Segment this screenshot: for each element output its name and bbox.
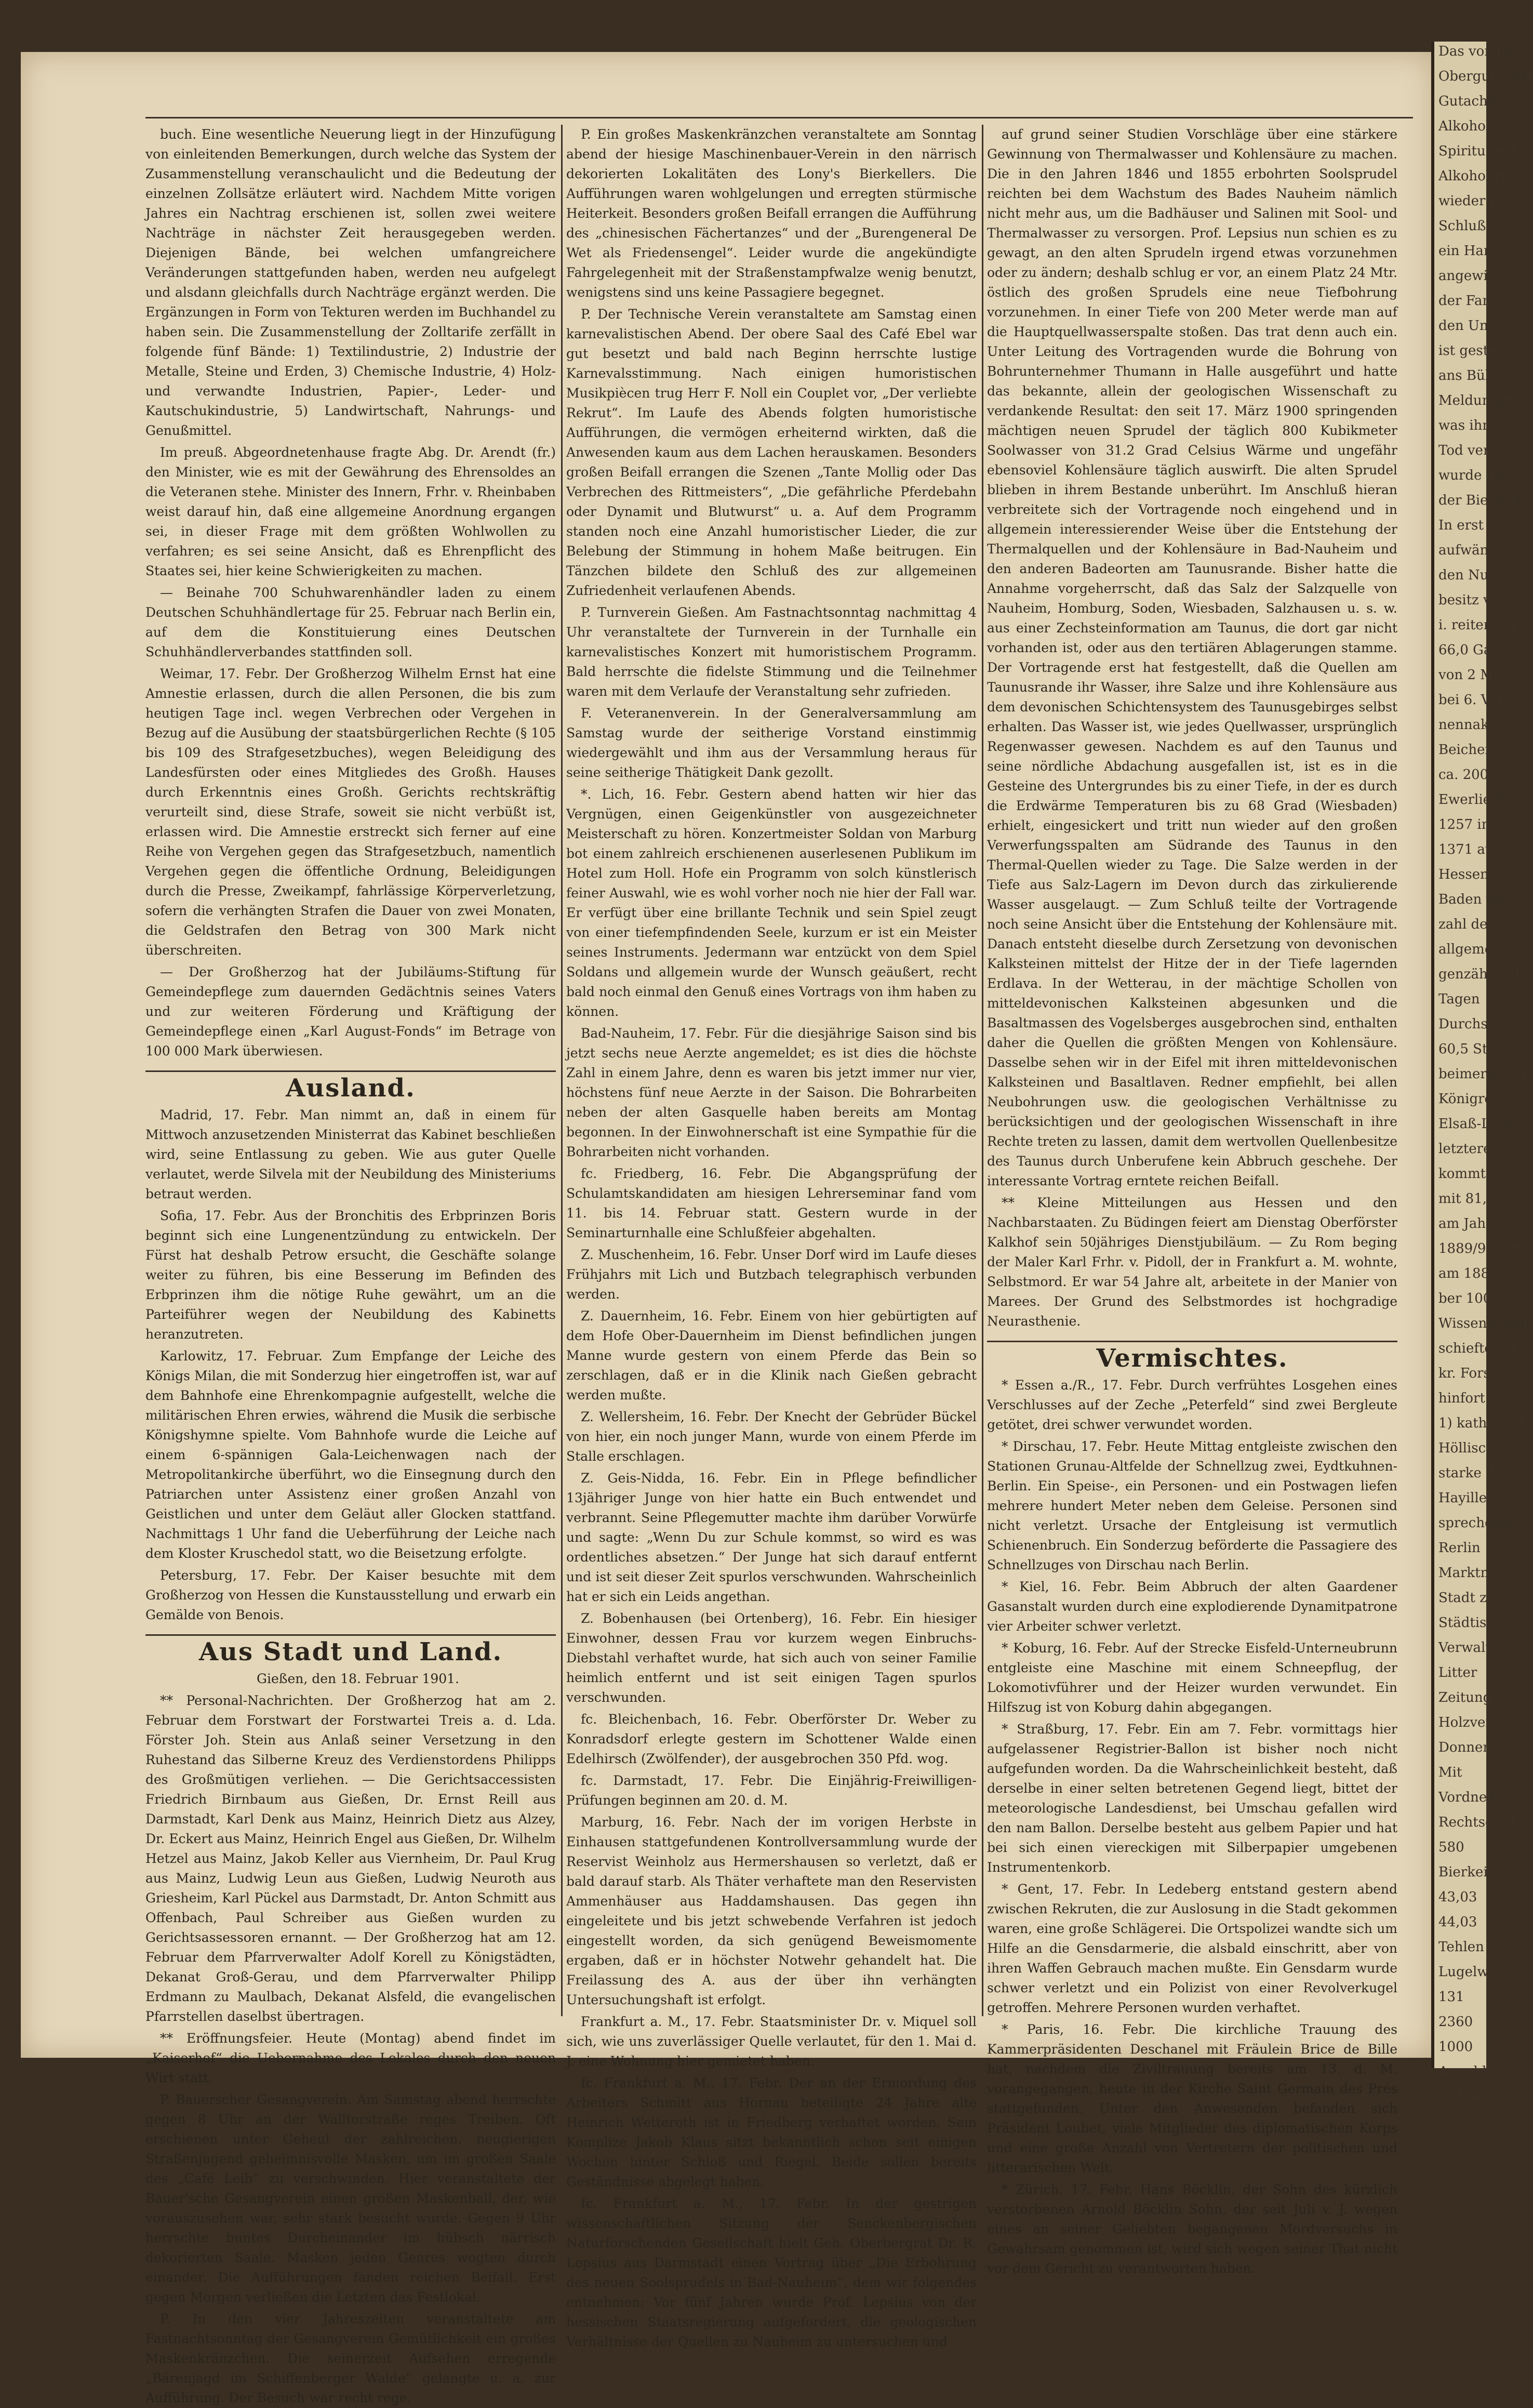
neighbor-text-fragment: Königreich bbox=[1438, 1091, 1513, 1107]
neighbor-text-fragment: Meldungen bbox=[1438, 393, 1516, 408]
column-rule-2 bbox=[982, 125, 983, 2016]
neighbor-text-fragment: ans Bühl bbox=[1438, 368, 1498, 383]
neighbor-text-fragment: Beichen bbox=[1438, 742, 1494, 758]
neighbor-text-fragment: Zeitung bbox=[1438, 1690, 1492, 1705]
article-paragraph: * Gent, 17. Febr. In Ledeberg entstand gestern abend zwischen Rekruten, die zur Auslosung in die Stadt gekommen waren, eine große Schlägerei. Die Ortspolizei wandte sich um Hilfe an die Gensdarmerie, die alsbald einschritt, aber von ihren Waffen Gebrauch machen mußte. Ein Gensdarm wurde schwer verletzt und ein Polizist von einer Revolverkugel getroffen. Mehrere Personen wurden verhaftet. bbox=[987, 1882, 1397, 2015]
article-paragraph: Bad-Nauheim, 17. Febr. Für die diesjährige Saison sind bis jetzt sechs neue Aerzte angemeldet; es ist dies die höchste Zahl in einem Jahre, denn es waren bis jetzt immer nur vier, höchstens fünf neue Aerzte in der Saison. Die Bohrarbeiten neben der alten Gasquelle haben bereits am Montag begonnen. In der Einwohnerschaft ist eine Sympathie für die Bohrarbeiten nicht vorhanden. bbox=[566, 1026, 977, 1159]
neighbor-text-fragment: letztere bbox=[1438, 1141, 1491, 1157]
neighbor-text-fragment: Elsaß-Loth bbox=[1438, 1116, 1513, 1132]
article-paragraph: Z. Dauernheim, 16. Febr. Einem von hier gebürtigten auf dem Hofe Ober-Dauernheim im Dienst befindlichen jungen Manne wurde gestern von einem Pferde das Bein so zerschlagen, daß er in die Klinik nach Gießen gebracht werden mußte. bbox=[566, 1308, 977, 1403]
neighbor-text-fragment: angewiesen bbox=[1438, 268, 1519, 284]
article-paragraph: P. In den vier Jahreszeiten veranstaltete am Fastnachtsonntag der Gesangverein Gemütlichkeit ein großes Maskenkränzchen. Die seinerzeit Aufsehen erregende „Bärenjagd im Schiffenberger Walde“ gelangte u. a. zur Aufführung. Der Besuch war recht rege. bbox=[145, 2311, 556, 2405]
neighbor-text-fragment: von 2 Meter bbox=[1438, 667, 1522, 683]
neighbor-text-fragment: kr. Forstw bbox=[1438, 1366, 1508, 1381]
neighbor-text-fragment: Städtisch bbox=[1438, 1615, 1503, 1631]
article-paragraph: — Der Großherzog hat der Jubiläums-Stiftung für Gemeindepflege zum dauernden Gedächtnis seines Vaters und zur weiteren Förderung und Kräftigung der Gemeindepflege einen „Karl August-Fonds“ im Betrage von 100 000 Mark überwiesen. bbox=[145, 964, 556, 1059]
neighbor-text-fragment: In erst bbox=[1438, 518, 1484, 533]
article-paragraph: * Essen a./R., 17. Febr. Durch verfrühtes Losgehen eines Verschlusses auf der Zeche „Peterfeld“ sind zwei Bergleute getötet, drei schwer verwundet worden. bbox=[987, 1378, 1397, 1432]
section-heading-ausland: Ausland. bbox=[145, 1070, 556, 1098]
neighbor-text-fragment: ber 1000 bbox=[1438, 1291, 1500, 1306]
neighbor-text-fragment: 1000 bbox=[1438, 2039, 1473, 2055]
neighbor-text-fragment: der Familie bbox=[1438, 293, 1516, 309]
neighbor-text-fragment: aufwänzig bbox=[1438, 543, 1509, 558]
neighbor-text-fragment: wurde die bbox=[1438, 468, 1508, 483]
neighbor-text-fragment: allgemeinen bbox=[1438, 942, 1523, 957]
article-paragraph: ** Personal-Nachrichten. Der Großherzog hat am 2. Februar dem Forstwart der Forstwartei Treis a. d. Lda. Förster Joh. Stein aus Anlaß seiner Versetzung in den Ruhestand das Silberne Kreuz des Verdienstordens Philipps des Großmütigen verliehen. — Die Gerichtsaccessisten Friedrich Birnbaum aus Gießen, Dr. Ernst Reill aus Darmstadt, Karl Denk aus Mainz, Heinrich Dietz aus Alzey, Dr. Eckert aus Mainz, Heinrich Engel aus Gießen, Dr. Wilhelm Hetzel aus Mainz, Jakob Keller aus Viernheim, Dr. Paul Krug aus Mainz, Ludwig Leun aus Gießen, Ludwig Neuroth aus Griesheim, Karl Pückel aus Darmstadt, Dr. Anton Schmitt aus Offenbach, Paul Schreiber aus Gießen wurden zu Gerichtsassessoren ernannt. — Der Großherzog hat am 12. Februar dem Pfarrverwalter Adolf Korell zu Königstädten, Dekanat Groß-Gerau, und dem Pfarrverwalter Philipp Erdmann zu Maulbach, Dekanat Alsfeld, die evangelischen Pfarrstellen daselbst übertragen. bbox=[145, 1693, 556, 2024]
neighbor-text-fragment: ca. 2000 bbox=[1438, 767, 1497, 783]
article-paragraph: fc. Frankfurt a. M., 17. Febr. In der gestrigen wissenschaftlichen Sitzung der Senckenbergischen Naturforschenden Gesellschaft hielt Geh. Oberbergrat Dr. R. Lepsius aus Darmstadt einen Vortrag über „Die Erbohrung des neuen Soolsprudels in Bad-Nauheim“, dem wir folgendes entnehmen: Vor fünf Jahren wurde Prof. Lepsius von der hessischen Staatsregierung aufgefordert, die geologischen Verhältnisse der Quellen zu Nauheim zu untersuchen und bbox=[566, 2196, 977, 2349]
neighbor-text-fragment: Wissenschaft bbox=[1438, 1316, 1529, 1331]
neighbor-text-fragment: ein Hans G bbox=[1438, 243, 1515, 259]
neighbor-text-fragment: am 1888 bbox=[1438, 1266, 1498, 1281]
neighbor-text-fragment: Litter bbox=[1438, 1665, 1477, 1681]
article-paragraph: Marburg, 16. Febr. Nach der im vorigen Herbste in Einhausen stattgefundenen Kontrollversammlung wurde der Reservist Weinholz aus Hermershausen so verletzt, daß er bald darauf starb. Als Thäter verhaftete man den Reservisten Ammenhäuser aus Haddamshausen. Das gegen ihn eingeleitete und bis jetzt schwebende Verfahren ist jedoch eingestellt worden, da sich genügend Beweismomente ergaben, daß er in höchster Notwehr gehandelt hat. Die Freilassung des A. aus der über ihn verhängten Untersuchungshaft ist erfolgt. bbox=[566, 1815, 977, 2007]
neighbor-text-fragment: Marktm bbox=[1438, 1565, 1494, 1581]
neighbor-text-fragment: i. reiten. Et bbox=[1438, 617, 1516, 633]
neighbor-text-fragment: 1371 au bbox=[1438, 842, 1494, 857]
dateline: Gießen, den 18. Februar 1901. bbox=[256, 1671, 459, 1686]
neighbor-text-fragment: Vordnete bbox=[1438, 1790, 1501, 1805]
neighbor-text-fragment: 44,03 bbox=[1438, 1914, 1477, 1930]
neighbor-text-fragment: Alkoholfrei bbox=[1438, 168, 1514, 184]
neighbor-text-fragment: Durchsicht bbox=[1438, 1016, 1514, 1032]
neighbor-text-fragment: 66,0 Gatist bbox=[1438, 642, 1514, 658]
article-paragraph: Z. Bobenhausen (bei Ortenberg), 16. Febr. Ein hiesiger Einwohner, dessen Frau vor kurzem wegen Einbruchs-Diebstahl verhaftet wurde, hat sich auch von seiner Familie heimlich entfernt und ist seit einigen Tagen spurlos verschwunden. bbox=[566, 1611, 977, 1705]
neighbor-text-fragment: Tod verlor bbox=[1438, 443, 1509, 458]
neighbor-text-fragment: Hayiller bbox=[1438, 1490, 1494, 1506]
neighbor-text-fragment: Verwaltung bbox=[1438, 1640, 1517, 1656]
neighbor-text-fragment: nennaktienal bbox=[1438, 717, 1528, 733]
article-paragraph: Z. Wellersheim, 16. Febr. Der Knecht der Gebrüder Bückel von hier, ein noch junger Mann, wurde von einem Pferde im Stalle erschlagen. bbox=[566, 1409, 977, 1464]
column-1-articles bbox=[145, 125, 556, 1061]
neighbor-text-fragment: Rerlin bbox=[1438, 1540, 1481, 1556]
neighbor-text-fragment: Höllischer bbox=[1438, 1440, 1509, 1456]
neighbor-text-fragment: 1889/91 ent bbox=[1438, 1241, 1521, 1256]
article-paragraph: F. Veteranenverein. In der Generalversammlung am Samstag wurde der seitherige Vorstand einstimmig wiedergewählt und ihm aus der Versammlung heraus für seine seitherige Thätigkeit Dank gezollt. bbox=[566, 706, 977, 780]
article-paragraph: * Dirschau, 17. Febr. Heute Mittag entgleiste zwischen den Stationen Grunau-Altfelde der Schnellzug zwei, Eydtkuhnen-Berlin. Ein Speise-, ein Personen- und ein Postwagen liefen mehrere hundert Meter neben dem Geleise. Personen sind nicht verletzt. Ursache der Entgleisung ist vermutlich Schienenbruch. Ein Sonderzug beförderte die Passagiere des Schnellzuges von Dirschau nach Berlin. bbox=[987, 1439, 1397, 1572]
article-paragraph: auf grund seiner Studien Vorschläge über eine stärkere Gewinnung von Thermalwasser und Kohlensäure zu machen. Die in den Jahren 1846 und 1855 erbohrten Soolsprudel reichten bei dem Wachstum des Bades Nauheim nämlich nicht mehr aus, um die Badhäuser und Salinen mit Sool- und Thermalwasser zu versorgen. Prof. Lepsius nun schien es zu gewagt, an den alten Sprudeln irgend etwas vorzunehmen oder zu ändern; deshalb schlug er vor, an einem Platz 24 Mtr. östlich des großen Sprudels eine neue Tiefbohrung vorzunehmen. In einer Tiefe von 200 Meter werde man auf die Hauptquellwasserspalte stoßen. Das trat denn auch ein. Unter Leitung des Vortragenden wurde die Bohrung von Bohrunternehmer Thumann in Halle ausgeführt und hatte das bekannte, allein der geologischen Wissenschaft zu verdankende Resultat: den seit 17. März 1900 springenden mächtigen neuen Sprudel der täglich 800 Kubikmeter Soolwasser von 31.2 Grad Celsius Wärme und ungefähr ebensoviel Kohlensäure täglich auswirft. Die alten Sprudel blieben in ihrem Bestande unberührt. Im Anschluß hieran verbreitete sich der Vortragende noch eingehend und in allgemein interessierender Weise über die Entstehung der Thermalquellen und der Kohlensäure in Bad-Nauheim und den anderen Badeorten am Taunusrande. Bisher hatte die Annahme vorgeherrscht, daß das Salz der Salzquelle von Nauheim, Homburg, Soden, Wiesbaden, Salzhausen u. s. w. aus einer Zechsteinformation am Taunus, die dort gar nicht vorhanden ist, oder aus den tertiären Ablagerungen stamme. Der Vortragende erst hat festgestellt, daß die Quellen am Taunusrande ihr Wasser, ihre Salze und ihre Kohlensäure aus dem devonischen Schichtensystem des Taunusgebirges selbst erhalten. Das Wasser ist, wie jedes Quellwasser, ursprünglich Regenwasser gewesen. Nachdem es auf den Taunus und seine nördliche Abdachung ausgefallen ist, ist es in die Gesteine des Untergrundes bis zu einer Tiefe, in der es durch die Erdwärme Temperaturen bis zu 68 Grad (Wiesbaden) erhielt, eingesickert und tritt nun wieder auf den großen Verwerfungsspalten am Südrande des Taunus in den Thermal-Quellen wieder zu Tage. Die Salze werden in der Tiefe aus Salz-Lagern im Devon durch das zirkulierende Wasser ausgelaugt. — Zum Schluß teilte der Vortragende noch seine Ansicht über die Entstehung der Kohlensäure mit. Danach entsteht dieselbe durch Zersetzung von devonischen Kalksteinen mittelst der Hitze der in der Tiefe lagernden Erdlava. In der Wetterau, in der mächtige Schollen von mitteldevonischen Kalksteinen abgesunken und die Basaltmassen des Vogelsberges ausgebrochen sind, enthalten daher die Quellen die größten Mengen von Kohlensäure. Dasselbe sehen wir in der Eifel mit ihren mitteldevonischen Kalksteinen und Basaltlaven. Redner empfiehlt, bei allen Neubohrungen usw. die geologischen Verhältnisse zu berücksichtigen und der geologischen Wissenschaft in ihre Rechte treten zu lassen, damit dem wertvollen Quellenbesitze des Taunus durch Unberufene kein Abbruch geschehe. Der interessante Vortrag erntete reichen Beifall. bbox=[987, 127, 1397, 1188]
article-paragraph: ** Eröffnungsfeier. Heute (Montag) abend findet im „Kaiserhof“ die Uebernahme des Lokales durch den neuen Wirt statt. bbox=[145, 2031, 556, 2085]
stadt-und-land-articles bbox=[145, 1691, 556, 2408]
article-paragraph: Weimar, 17. Febr. Der Großherzog Wilhelm Ernst hat eine Amnestie erlassen, durch die allen Personen, die bis zum heutigen Tage incl. wegen Verbrechen oder Vergehen in Bezug auf die Ausübung der staatsbürgerlichen Rechte (§ 105 bis 109 des Strafgesetzbuches), wegen Beleidigung des Landesfürsten oder eines Mitgliedes des Großh. Hauses durch Erkenntnis eines Großh. Gerichts rechtskräftig verurteilt sind, diese Strafe, soweit sie nicht verbüßt ist, erlassen wird. Die Amnestie erstreckt sich ferner auf eine Reihe von Vergehen gegen das Strafgesetzbuch, namentlich Vergehen gegen die öffentliche Ordnung, Beleidigungen durch die Presse, Zweikampf, fahrlässige Körperverletzung, sofern die verhängten Strafen die Dauer von zwei Monaten, die Geldstrafen den Betrag von 300 Mark nicht überschreiten. bbox=[145, 666, 556, 958]
neighbor-text-fragment: Mit bbox=[1438, 1765, 1462, 1780]
neighbor-text-fragment: 580 bbox=[1438, 1840, 1464, 1855]
article-paragraph: fc. Friedberg, 16. Febr. Die Abgangsprüfung der Schulamtskandidaten am hiesigen Lehrerseminar fand vom 11. bis 14. Februar statt. Gestern wurde in der Seminarturnhalle eine Schlußfeier abgehalten. bbox=[566, 1166, 977, 1240]
neighbor-text-fragment: Ewerlie Bo bbox=[1438, 792, 1514, 808]
neighbor-text-fragment: sprechenden bbox=[1438, 1515, 1527, 1531]
article-paragraph: ** Kleine Mitteilungen aus Hessen und den Nachbarstaaten. Zu Büdingen feiert am Dienstag Oberförster Kalkhof sein 50jähriges Dienstjubiläum. — Zu Rom beging der Maler Karl Frhr. v. Pidoll, der in Frankfurt a. M. wohnte, Selbstmord. Er war 54 Jahre alt, arbeitete in der Manier von Marees. Der Grund des Selbstmordes ist hochgradige Neurasthenie. bbox=[987, 1195, 1397, 1329]
article-paragraph: fc. Frankfurt a. M., 17. Febr. Der an der Ermordung des Arbeiters Schmitt aus Hornau beteiligte 24 Jahre alte Heinrich Wetteroth ist in Friedberg verhaftet worden. Sein Komplize Jakob Klaus sitzt bekanntlich schon seit einigen Wochen hinter Schloß und Riegel. Beide sollen bereits Geständnisse abgelegt haben. bbox=[566, 2075, 977, 2189]
neighbor-text-fragment: 1257 in bbox=[1438, 817, 1490, 832]
column-rule-1 bbox=[561, 125, 563, 2016]
neighbor-text-fragment: genzährend bbox=[1438, 967, 1519, 982]
neighbor-text-fragment: ist gestern bbox=[1438, 343, 1512, 359]
neighbor-text-fragment: 60,5 Studie bbox=[1438, 1041, 1517, 1057]
neighbor-text-fragment: Baden ver bbox=[1438, 892, 1509, 907]
neighbor-text-fragment: zahl der bbox=[1438, 917, 1494, 932]
article-paragraph: * Zürich, 17. Febr. Hans Böcklin, der Sohn des kürzlich verstorbenen Arnold Böcklin Sohn, der seit Juli v. J. wegen eines an seiner Geliebten begangenen Mordversuchs in Gewahrsam genommen ist, wird sich wegen seiner That nicht vor dem Gericht zu verantworten haben. bbox=[987, 2182, 1397, 2276]
article-paragraph: Petersburg, 17. Febr. Der Kaiser besuchte mit dem Großherzog von Hessen die Kunstausstellung und erwarb ein Gemälde von Benois. bbox=[145, 1568, 556, 1622]
section-heading-stadt-und-land: Aus Stadt und Land. bbox=[145, 1634, 556, 1662]
article-paragraph: P. Der Technische Verein veranstaltete am Samstag einen karnevalistischen Abend. Der obere Saal des Café Ebel war gut besetzt und bald nach Beginn herrschte lustige Karnevalsstimmung. Nach einigen humoristischen Musikpiècen trug Herr F. Noll ein Couplet vor, „Der verliebte Rekrut“. Im Laufe des Abends folgten humoristische Aufführungen, die vermögen erheiternd wirkten, daß die Anwesenden kaum aus dem Lachen herauskamen. Besonders großen Beifall errangen die Szenen „Tante Mollig oder Das Verbrechen des Rittmeisters“, „Die gefährliche Pferdebahn oder Dynamit und Blutwurst“ u. a. Auf dem Programm standen noch eine Anzahl humoristischer Lieder, die zur Belebung der Stimmung in hohem Maße beitrugen. Ein Tänzchen bildete den Schluß des zur allgemeinen Zufriedenheit verlaufenen Abends. bbox=[566, 307, 977, 598]
article-paragraph: Madrid, 17. Febr. Man nimmt an, daß in einem für Mittwoch anzusetzenden Ministerrat das Kabinet beschließen wird, seine Entlassung zu geben. Wie aus guter Quelle verlautet, werde Silvela mit der Neubildung des Ministeriums betraut werden. bbox=[145, 1107, 556, 1201]
neighbor-text-fragment: Stadt zur bbox=[1438, 1590, 1502, 1606]
neighbor-text-fragment: Angehl bbox=[1438, 2064, 1487, 2080]
neighbor-text-fragment: der Biederk bbox=[1438, 493, 1519, 508]
neighbor-text-fragment: Obergutachte bbox=[1438, 69, 1533, 84]
neighbor-text-fragment: Lugelwr bbox=[1438, 1964, 1496, 1980]
neighbor-text-fragment: mit 81,2 bbox=[1438, 1191, 1496, 1207]
article-paragraph: buch. Eine wesentliche Neuerung liegt in der Hinzufügung von einleitenden Bemerkungen, durch welche das System der Zusammenstellung veranschaulicht und die Bedeutung der einzelnen Zollsätze erläutert wird. Nachdem Mitte vorigen Jahres ein Nachtrag erschienen ist, sollen zwei weitere Nachträge in nächster Zeit herausgegeben werden. Diejenigen Bände, bei welchen umfangreichere Veränderungen stattgefunden haben, werden neu aufgelegt und alsdann gleichfalls durch Nachträge ergänzt werden. Die Ergänzungen in Form von Tekturen werden im Buchhandel zu haben sein. Die Zusammenstellung der Zolltarife zerfällt in folgende fünf Bände: 1) Textilindustrie, 2) Industrie der Metalle, Steine und Erden, 3) Chemische Industrie, 4) Holz- und verwandte Industrien, Papier-, Leder- und Kautschukindustrie, 5) Landwirtschaft, Nahrungs- und Genußmittel. bbox=[145, 127, 556, 438]
article-paragraph: fc. Darmstadt, 17. Febr. Die Einjährig-Freiwilligen-Prüfungen beginnen am 20. d. M. bbox=[566, 1773, 977, 1808]
article-paragraph: Sofia, 17. Febr. Aus der Bronchitis des Erbprinzen Boris beginnt sich eine Lungenentzündung zu entwickeln. Der Fürst hat deshalb Petrow ersucht, die Geschäfte solange weiter zu führen, bis eine Besserung im Befinden des Erbprinzen ihm die nötige Ruhe gewährt, um an die Parteiführer wegen der Neubildung des Kabinetts heranzutreten. bbox=[145, 1208, 556, 1342]
neighbor-text-fragment: wieder in bbox=[1438, 193, 1503, 209]
neighbor-text-fragment: Tagen bbox=[1438, 991, 1480, 1007]
neighbor-text-fragment: Gutachten w bbox=[1438, 94, 1526, 109]
neighbor-text-fragment: 1) katholisch bbox=[1438, 1415, 1527, 1431]
neighbor-text-fragment: Schluß: bbox=[1438, 218, 1491, 234]
column-3-articles bbox=[987, 125, 1397, 1331]
neighbor-text-fragment: den Nuion-S bbox=[1438, 567, 1524, 583]
article-paragraph: Frankfurt a. M., 17. Febr. Staatsminister Dr. v. Miquel soll sich, wie uns zuverlässiger Quelle verlautet, für den 1. Mai d. J. eine Wohnung hier gemietet haben. bbox=[566, 2014, 977, 2069]
neighbor-text-fragment: 131 bbox=[1438, 1989, 1464, 2005]
neighbor-text-fragment: Bute bbox=[1438, 2114, 1471, 2129]
neighbor-text-fragment: Alkoholis bbox=[1438, 118, 1501, 134]
column-3 bbox=[987, 125, 1397, 2276]
neighbor-text-fragment: am Jahre bbox=[1438, 1216, 1500, 1232]
neighbor-text-fragment: hinfort u. bbox=[1438, 1391, 1503, 1406]
vermischtes-articles bbox=[987, 1375, 1397, 2279]
neighbor-text-fragment: besitz von bbox=[1438, 592, 1508, 608]
article-paragraph: P. Ein großes Maskenkränzchen veranstaltete am Sonntag abend der hiesige Maschinenbauer-Verein in den närrisch dekorierten Lokalitäten des Lony's Bierkellers. Die Aufführungen waren wohlgelungen und erregten stürmische Heiterkeit. Besonders großen Beifall errangen die Aufführung des „chinesischen Fächertanzes“ und der „Burengeneral De Wet als Friedensengel“. Leider wurde die angekündigte Fahrgelegenheit mit der Straßenstampfwalze wenig benutzt, wenigstens sind uns keine Passagiere begegnet. bbox=[566, 127, 977, 300]
neighbor-text-fragment: Bierkei bbox=[1438, 1864, 1488, 1880]
article-paragraph: — Beinahe 700 Schuhwarenhändler laden zu einem Deutschen Schuhhändlertage für 25. Februar nach Berlin ein, auf dem die Konstituierung eines Deutschen Schuhhändlerverbandes stattfinden soll. bbox=[145, 585, 556, 659]
neighbor-text-fragment: Rechtschul bbox=[1438, 1815, 1515, 1830]
article-paragraph: P. Turnverein Gießen. Am Fastnachtsonntag nachmittag 4 Uhr veranstaltete der Turnverein in der Turnhalle ein karnevalistisches Konzert mit humoristischem Programm. Bald herrschte die fidelste Stimmung und die Teilnehmer waren mit dem Verlaufe der Veranstaltung sehr zufrieden. bbox=[566, 605, 977, 699]
column-2 bbox=[566, 125, 977, 2349]
column-2-articles bbox=[566, 125, 977, 2352]
adjacent-page-fragment bbox=[1431, 42, 1533, 2129]
neighbor-text-fragment: Spiritus ert bbox=[1438, 143, 1517, 159]
neighbor-text-fragment: Hessen, bbox=[1438, 867, 1494, 882]
article-paragraph: Karlowitz, 17. Februar. Zum Empfange der Leiche des Königs Milan, die mit Sonderzug hier eingetroffen ist, war auf dem Bahnhofe eine Ehrenkompagnie aufgestellt, welche die militärischen Ehren erwies, während die Musik die serbische Königshymne spielte. Vom Bahnhofe wurde die Leiche auf einem 6-spännigen Gala-Leichenwagen nach der Metropolitankirche überführt, wo die Einsegnung durch den Patriarchen unter Assistenz einer großen Anzahl von Geistlichen und unter dem Geläut aller Glocken stattfand. Nachmittags 1 Uhr fand die Ueberführung der Leiche nach dem Kloster Kruschedol statt, wo die Beisetzung erfolgte. bbox=[145, 1348, 556, 1561]
neighbor-text-fragment: Holzver bbox=[1438, 1715, 1492, 1730]
neighbor-text-fragment: starke Zuna bbox=[1438, 1465, 1521, 1481]
neighbor-text-fragment: beimerfeldig bbox=[1438, 1066, 1526, 1082]
neighbor-text-fragment: den Unglück bbox=[1438, 318, 1526, 334]
neighbor-text-fragment: A. Nabel bbox=[1438, 2089, 1498, 2105]
header-rule bbox=[145, 117, 1413, 118]
article-paragraph: Im preuß. Abgeordnetenhause fragte Abg. Dr. Arendt (fr.) den Minister, wie es mit der Gewährung des Ehrensoldes an die Veteranen stehe. Minister des Innern, Frhr. v. Rheinbaben weist darauf hin, daß eine allgemeine Anordnung ergangen sei, in dieser Frage mit dem größten Wohlwollen zu verfahren; es sei seine Ansicht, daß es Ehrenpflicht des Staates sei, hier keine Schwierigkeiten zu machen. bbox=[145, 445, 556, 578]
neighbor-text-fragment: schiefte, 31 bbox=[1438, 1341, 1518, 1356]
neighbor-text-fragment: was ihm bbox=[1438, 418, 1496, 433]
article-paragraph: * Paris, 16. Febr. Die kirchliche Trauung des Kammerpräsidenten Deschanel mit Fräulein Brice de Bille hat, nachdem die Ziviltrauung bereits am 13. d. M. vorangegangen, heute in der Kirche Saint Germain des Prés stattgefunden. Unter den Anwesenden befanden sich Präsident Loubet, viele Mitglieder des diplomatischen Korps und eine große Anzahl von Vertretern der politischen und litterarischen Welt. bbox=[987, 2022, 1397, 2175]
neighbor-text-fragment: Das von de bbox=[1438, 44, 1514, 59]
neighbor-text-fragment: 2360 bbox=[1438, 2014, 1473, 2030]
neighbor-text-fragment: Tehlen bbox=[1438, 1939, 1484, 1955]
article-paragraph: P. Bauerscher Gesangverein. Am Samstag abend herrschte gegen 8 Uhr an der Walltorstraße reges Treiben. Oft erschienen unter Geheul der zahlreichen, neugierigen Straßenjugend geheimnisvolle Masken, um im großen Saale des „Café Leib“ zu verschwinden. Hier veranstaltete der Bauer'sche Gesangverein einen großen Maskenball, der, wie vorauszusehen war, sehr stark besucht wurde. Gegen 9 Uhr herrschte buntes Durcheinander im hübsch närrisch dekorierten Saale. Masken jeden Genres wogten durch einander. Die Aufführungen fanden reichen Beifall. Erst gegen Morgen verließen die Letzten das Festlokal. bbox=[145, 2092, 556, 2305]
article-paragraph: * Straßburg, 17. Febr. Ein am 7. Febr. vormittags hier aufgelassener Registrier-Ballon ist bisher noch nicht aufgefunden worden. Da die Wahrscheinlichkeit besteht, daß derselbe in einer selten betretenen Gegend liegt, bittet der meteorologische Landesdienst, bei Umschau gefallen wird den nam Ballon. Derselbe besteht aus gelbem Papier und hat bei sich einen viereckigen mit Silberpapier umgebenen Instrumentenkorb. bbox=[987, 1722, 1397, 1875]
ausland-articles bbox=[145, 1105, 556, 1625]
article-paragraph: fc. Bleichenbach, 16. Febr. Oberförster Dr. Weber zu Konradsdorf erlegte gestern im Schottener Walde einen Edelhirsch (Zwölfender), der ausgebrochen 350 Pfd. wog. bbox=[566, 1712, 977, 1766]
neighbor-text-fragment: 43,03 bbox=[1438, 1889, 1477, 1905]
article-paragraph: * Koburg, 16. Febr. Auf der Strecke Eisfeld-Unterneubrunn entgleiste eine Maschine mit einem Schneepflug, der Lokomotivführer und der Heizer wurden verwundet. Ein Hilfszug ist von Koburg dahin abgegangen. bbox=[987, 1640, 1397, 1715]
neighbor-text-fragment: bei 6. Vor bbox=[1438, 692, 1504, 708]
article-paragraph: * Kiel, 16. Febr. Beim Abbruch der alten Gaardener Gasanstalt wurden durch eine explodierende Dynamitpatrone vier Arbeiter schwer verletzt. bbox=[987, 1579, 1397, 1634]
section-heading-vermischtes: Vermischtes. bbox=[987, 1341, 1397, 1368]
article-paragraph: *. Lich, 16. Febr. Gestern abend hatten wir hier das Vergnügen, einen Geigenkünstler von ausgezeichneter Meisterschaft zu hören. Konzertmeister Soldan von Marburg bot einem zahlreich erschienenen auserlesenen Publikum im Hotel zum Holl. Hofe ein Programm von solch künstlerisch feiner Auswahl, wie es wohl vorher noch nie hier der Fall war. Er verfügt über eine brillante Technik und sein Spiel zeugt von einer tiefempfindenden Seele, kurzum er ist ein Meister seines Instruments. Jedermann war entzückt von dem Spiel Soldans und allgemein wurde der Wunsch geäußert, recht bald noch einmal den Genuß eines Vortrags von ihm haben zu können. bbox=[566, 787, 977, 1019]
neighbor-text-fragment: Donner bbox=[1438, 1740, 1489, 1755]
column-1 bbox=[145, 125, 556, 2405]
neighbor-text-fragment: kommt da bbox=[1438, 1166, 1507, 1182]
article-paragraph: Z. Geis-Nidda, 16. Febr. Ein in Pflege befindlicher 13jähriger Junge von hier hatte ein Buch entwendet und verbrannt. Seine Pflegemutter machte ihm darüber Vorwürfe und sagte: „Wenn Du zur Schule kommst, so wird es was ordentliches absetzen.“ Der Junge hat sich darauf entfernt und ist seit dieser Zeit spurlos verschwunden. Wahrscheinlich hat er sich ein Leids angethan. bbox=[566, 1471, 977, 1604]
article-paragraph: Z. Muschenheim, 16. Febr. Unser Dorf wird im Laufe dieses Frühjahrs mit Lich und Butzbach telegraphisch verbunden werden. bbox=[566, 1247, 977, 1302]
